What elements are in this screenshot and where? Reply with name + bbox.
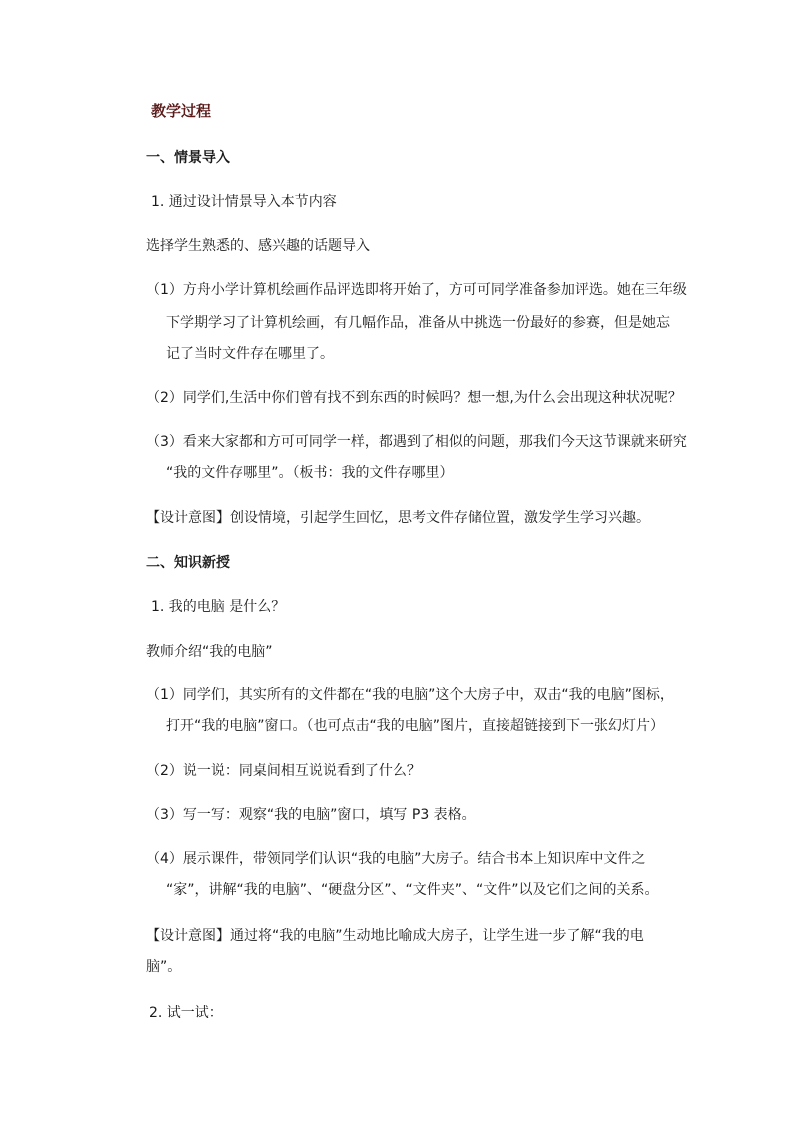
s2-p1-number: （1） — [146, 687, 183, 703]
s1-p2-number: （2） — [146, 390, 183, 406]
s2-p1-text1: 同学们，其实所有的文件都在“我的电脑”这个大房子中，双击“我的电脑”图标， — [182, 687, 674, 703]
s2-p4-line2: “家”，讲解“我的电脑”、“硬盘分区”、“文件夹”、“文件”以及它们之间的关系。 — [166, 882, 659, 898]
s1-p2-line1 — [146, 388, 682, 408]
s2-intent-line1: 【设计意图】通过将“我的电脑”生动地比喻成大房子，让学生进一步了解“我的电 — [146, 928, 644, 944]
s1-p3-number: （3） — [146, 434, 183, 450]
s1-p3-line1 — [146, 432, 687, 452]
s1-p3-text1: 看来大家都和方可可同学一样，都遇到了相似的问题，那我们今天这节课就来研究 — [182, 434, 687, 450]
doc-title: 教学过程 — [151, 102, 212, 120]
s2-p1-line2: 打开“我的电脑”窗口。（也可点击“我的电脑”图片，直接超链接到下一张幻灯片） — [166, 718, 665, 734]
s2-p4-text1: 展示课件，带领同学们认识“我的电脑”大房子。结合书本上知识库中文件之 — [182, 851, 646, 867]
s1-intent: 【设计意图】创设情境，引起学生回忆，思考文件存储位置，激发学生学习兴趣。 — [146, 510, 650, 526]
s1-p2-text1: 同学们,生活中你们曾有找不到东西的时候吗？想一想,为什么会出现这种状况呢？ — [182, 390, 682, 406]
section1-item1: 1. 通过设计情景导入本节内容 — [151, 194, 337, 210]
s2-p1-line1 — [146, 685, 674, 705]
s1-p1-line3: 记了当时文件存在哪里了。 — [166, 346, 334, 362]
s2-p2-number: （2） — [146, 763, 183, 779]
section-heading-2: 二、知识新授 — [146, 555, 230, 571]
section1-intro: 选择学生熟悉的、感兴趣的话题导入 — [146, 238, 370, 254]
s1-p1-text1: 方舟小学计算机绘画作品评选即将开始了，方可可同学准备参加评选。她在三年级 — [182, 282, 687, 298]
s1-p3-line2: “我的文件存哪里”。（板书：我的文件存哪里） — [166, 465, 454, 481]
section2-item1: 1. 我的电脑 是什么？ — [151, 599, 286, 615]
s2-p4-line1 — [146, 849, 645, 869]
s2-p3-text1: 写一写：观察“我的电脑”窗口，填写 P3 表格。 — [182, 807, 476, 823]
s2-p4-number: （4） — [146, 851, 183, 867]
section2-item2: 2. 试一试： — [149, 1005, 223, 1021]
s1-p1-number: （1） — [146, 282, 183, 298]
s2-p2-text1: 说一说：同桌间相互说说看到了什么？ — [182, 763, 421, 779]
s2-intent-line2: 脑”。 — [146, 959, 182, 975]
section2-intro: 教师介绍“我的电脑” — [146, 644, 273, 660]
section-heading-1: 一、情景导入 — [146, 150, 230, 166]
s1-p1-line1 — [146, 280, 687, 300]
s2-p3-number: （3） — [146, 807, 183, 823]
s1-p1-line2: 下学期学习了计算机绘画，有几幅作品，准备从中挑选一份最好的参赛，但是她忘 — [166, 315, 670, 331]
s2-p3-line1 — [146, 805, 476, 825]
s2-p2-line1 — [146, 761, 421, 781]
